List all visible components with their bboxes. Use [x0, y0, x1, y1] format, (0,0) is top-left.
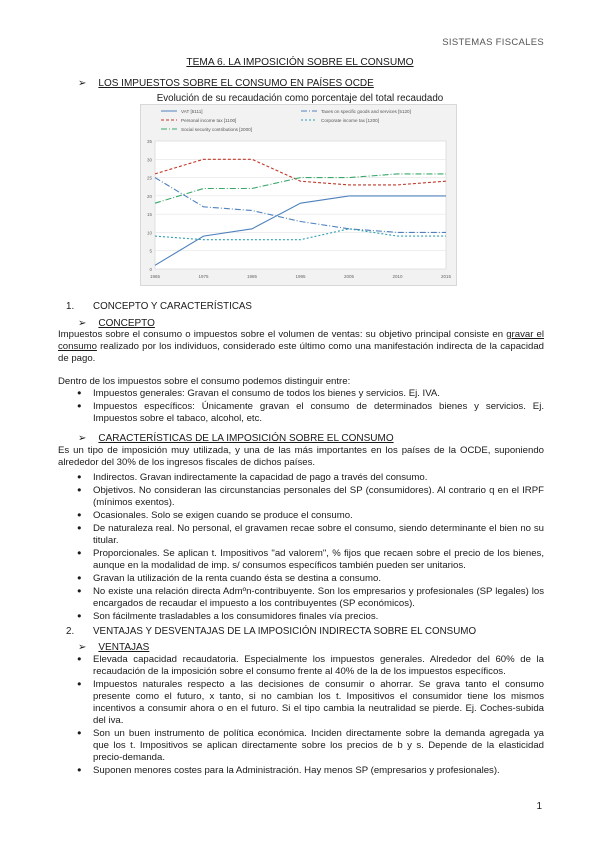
ventajas-list — [58, 654, 544, 778]
list-item: ● Son un buen instrumento de política económica. Inciden directamente sobre la demanda agregada ya que los t. Impositivos se aplican directamente sobre los precios de b y s. Depende de la elasticidad precio-demanda. — [58, 728, 544, 764]
chart-svg — [141, 105, 456, 285]
arrow-icon: ➢ — [78, 78, 87, 89]
subsection-caract-heading: ➢ CARACTERÍSTICAS DE LA IMPOSICIÓN SOBRE EL CONSUMO — [78, 433, 394, 444]
x-tick-label: 1975 — [198, 274, 209, 279]
section-oecd-heading: ➢ LOS IMPUESTOS SOBRE EL CONSUMO EN PAÍSES OCDE — [78, 78, 374, 89]
list-item: ● Gravan la utilización de la renta cuando ésta se destina a consumo. — [58, 573, 544, 585]
list-item: ● Objetivos. No consideran las circunstancias personales del SP (consumidores). Al contrario q en el IRPF (mínimos exentos). — [58, 485, 544, 509]
x-tick-label: 2010 — [392, 274, 403, 279]
x-tick-label: 2015 — [440, 274, 452, 279]
concepto-list — [58, 388, 544, 426]
concepto-intro: Dentro de los impuestos sobre el consumo podemos distinguir entre: — [58, 376, 351, 387]
y-tick-label: 10 — [146, 230, 152, 236]
list-item: ● Son fácilmente trasladables a los consumidores finales vía precios. — [58, 611, 544, 623]
caract-list — [58, 472, 544, 624]
legend-label: Corporate income tax [1200] — [321, 117, 379, 123]
subsection-ventajas-heading: ➢ VENTAJAS — [78, 642, 150, 653]
x-tick-label: 1995 — [295, 274, 306, 279]
underlined-phrase: gravar el consumo — [58, 329, 545, 352]
line-chart — [140, 104, 457, 286]
list-item: ● Indirectos. Gravan indirectamente la capacidad de pago a través del consumo. — [58, 472, 544, 484]
legend-label: Personal income tax [1100] — [181, 117, 237, 123]
caract-intro: Es un tipo de imposición muy utilizada, y una de las más importantes en los países de la OCDE, suponiendo alrededor del 30% de los ingresos fiscales de dichos países. — [58, 445, 544, 468]
legend-label: Social security contributions [2000] — [181, 126, 252, 132]
y-tick-label: 0 — [149, 267, 152, 272]
page-number: 1 — [536, 801, 542, 812]
subsection-concepto-heading: ➢ CONCEPTO — [78, 318, 155, 329]
list-item: ● Suponen menores costes para la Administración. Hay menos SP (empresarios y profesionales). — [58, 765, 544, 777]
y-tick-label: 25 — [146, 175, 152, 181]
y-tick-label: 15 — [146, 212, 152, 218]
list-item: ● Ocasionales. Solo se exigen cuando se produce el consumo. — [58, 510, 544, 522]
running-header: SISTEMAS FISCALES — [442, 37, 544, 48]
list-item: ● Elevada capacidad recaudatoria. Especialmente los impuestos generales. Alrededor del 60% de la recaudación de la imposición sobre el consumo frente al 40% de la de los impuestos específicos. — [58, 654, 544, 678]
list-item: ● No existe una relación directa Admºn-contribuyente. Son los empresarios y profesionales (SP legales) los encargados de recaudar el impuesto a los contribuyentes (SP económicos). — [58, 586, 544, 610]
document-title: TEMA 6. LA IMPOSICIÓN SOBRE EL CONSUMO — [186, 57, 414, 68]
y-tick-label: 5 — [149, 248, 152, 254]
y-tick-label: 20 — [146, 193, 152, 199]
section-1-heading: 1. CONCEPTO Y CARACTERÍSTICAS — [66, 301, 252, 312]
concepto-paragraph: Impuestos sobre el consumo o impuestos sobre el volumen de ventas: su objetivo principal consiste en gravar el consumo realizado por los individuos, considerado este último como una manifestación indirecta de la capacidad de pago. — [58, 329, 545, 364]
y-tick-label: 35 — [146, 139, 152, 144]
x-tick-label: 1965 — [149, 274, 161, 279]
legend-label: Taxes on specific goods and services [5120] — [321, 108, 411, 114]
arrow-icon: ➢ — [78, 642, 87, 653]
x-tick-label: 1985 — [246, 274, 258, 279]
arrow-icon: ➢ — [78, 433, 87, 444]
list-item: ● Impuestos generales: Gravan el consumo de todos los bienes y servicios. Ej. IVA. — [58, 388, 544, 400]
section-2-heading: 2. VENTAJAS Y DESVENTAJAS DE LA IMPOSICIÓN INDIRECTA SOBRE EL CONSUMO — [66, 626, 477, 637]
list-item: ● Impuestos naturales respecto a las decisiones de consumir o ahorrar. Se grava tanto el consumo presente como el futuro, x tanto, si no cambian los t. Impositivos el consumidor tiene los mismos incentivos a consumir ahora o en el futuro. Si el tipo cambia la neutralidad se pierde. Ej. Coches-subida del iva. — [58, 679, 544, 727]
x-tick-label: 2005 — [343, 274, 355, 279]
list-item: ● Impuestos específicos: Únicamente gravan el consumo de determinados bienes y servicios. Ej. Impuestos sobre el tabaco, alcohol, etc. — [58, 401, 544, 425]
list-item: ● Proporcionales. Se aplican t. Impositivos "ad valorem", % fijos que recaen sobre el precio de los bienes, aunque en la modalidad de imp. s/ consumos específicos también pueden ser unitarios. — [58, 548, 544, 572]
list-item: ● De naturaleza real. No personal, el gravamen recae sobre el consumo, siendo determinante el bien no su titular. — [58, 523, 544, 547]
arrow-icon: ➢ — [78, 318, 87, 329]
chart-title: Evolución de su recaudación como porcentaje del total recaudado — [156, 93, 444, 104]
legend-label: VAT [5111] — [181, 108, 203, 114]
y-tick-label: 30 — [146, 157, 152, 163]
